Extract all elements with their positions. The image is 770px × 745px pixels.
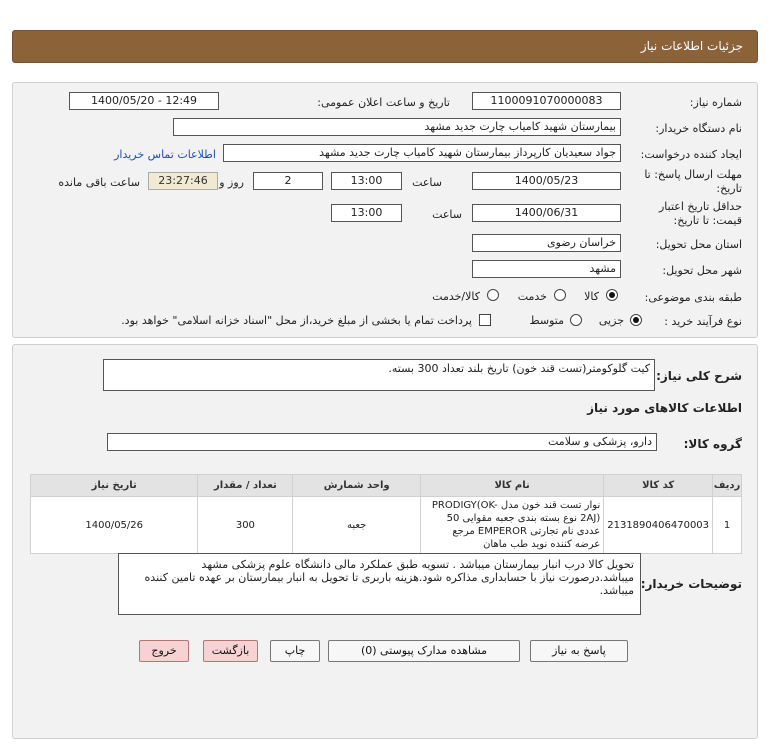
- category-service-radio[interactable]: [554, 289, 566, 301]
- creator-field: جواد سعیدیان کارپرداز بیمارستان شهید کامیاب چارت جدید مشهد: [223, 144, 621, 162]
- reply-button[interactable]: پاسخ به نیاز: [530, 640, 628, 662]
- treasury-payment-note: پرداخت تمام یا بخشی از مبلغ خرید،از محل "اسناد خزانه اسلامی" خواهد بود.: [121, 314, 472, 327]
- col-unit: واحد شمارش: [293, 475, 421, 497]
- print-button[interactable]: چاپ: [270, 640, 320, 662]
- process-medium-label: متوسط: [529, 314, 564, 327]
- attachments-button[interactable]: مشاهده مدارک پیوستی (0): [328, 640, 520, 662]
- remaining-label: ساعت باقی مانده: [58, 176, 140, 189]
- deadline-label-1: مهلت ارسال پاسخ: تا: [644, 168, 742, 181]
- category-goods-service-label: کالا/خدمت: [432, 290, 480, 303]
- category-label: طبقه بندی موضوعی:: [644, 291, 742, 304]
- goods-table-header: [31, 475, 742, 497]
- buyer-field: بیمارستان شهید کامیاب چارت جدید مشهد: [173, 118, 621, 136]
- back-button[interactable]: بازگشت: [203, 640, 258, 662]
- validity-time-field: 13:00: [331, 204, 402, 222]
- category-goods-radio[interactable]: [606, 289, 618, 301]
- page-title: جزئیات اطلاعات نیاز: [640, 39, 743, 53]
- city-field: مشهد: [472, 260, 621, 278]
- summary-label: شرح کلی نیاز:: [656, 369, 742, 383]
- process-minor-label: جزیی: [598, 314, 624, 327]
- need-number-field: 1100091070000083: [472, 92, 621, 110]
- exit-button[interactable]: خروج: [139, 640, 189, 662]
- col-qty: تعداد / مقدار: [198, 475, 293, 497]
- col-date: تاریخ نیاز: [31, 475, 198, 497]
- announce-label: تاریخ و ساعت اعلان عمومی:: [317, 96, 450, 109]
- city-label: شهر محل تحویل:: [662, 264, 742, 277]
- validity-time-label: ساعت: [432, 208, 462, 221]
- summary-field: کیت گلوکومتر(تست قند خون) تاریخ بلند تعداد 300 بسته.: [103, 359, 655, 391]
- province-label: استان محل تحویل:: [655, 238, 742, 251]
- cell-date: 1400/05/26: [31, 497, 198, 554]
- group-label: گروه کالا:: [683, 437, 742, 451]
- process-label: نوع فرآیند خرید :: [664, 315, 742, 328]
- province-field: خراسان رضوی: [472, 234, 621, 252]
- deadline-date-field: 1400/05/23: [472, 172, 621, 190]
- cell-qty: 300: [198, 497, 293, 554]
- days-label: روز و: [219, 176, 244, 189]
- category-goods-service-radio[interactable]: [487, 289, 499, 301]
- remaining-timer: 23:27:46: [148, 172, 218, 190]
- table-row: [31, 497, 742, 554]
- creator-label: ایجاد کننده درخواست:: [640, 148, 742, 161]
- cell-name: نوار تست قند خون مدل PRODIGY(OK-2AJ) نوع بسته بندی جعبه مقوایی 50 عددی نام تجارتی EMPEROR مرجع عرضه کننده نوید طب ماهان: [420, 497, 603, 554]
- page-header: [12, 30, 758, 63]
- category-goods-label: کالا: [584, 290, 599, 303]
- process-medium-radio[interactable]: [570, 314, 582, 326]
- cell-code: 2131890406470003: [604, 497, 713, 554]
- buyer-notes-label: توضیحات خریدار:: [640, 577, 742, 591]
- buyer-label: نام دستگاه خریدار:: [655, 122, 742, 135]
- deadline-time-label: ساعت: [412, 176, 442, 189]
- buyer-contact-link[interactable]: اطلاعات تماس خریدار: [114, 148, 216, 161]
- process-minor-radio[interactable]: [630, 314, 642, 326]
- validity-label-2: قیمت: تا تاریخ:: [673, 214, 742, 227]
- buyer-notes-field: تحویل کالا درب انبار بیمارستان میباشد . تسویه طبق عملکرد مالی دانشگاه علوم پزشکی مشهد میباشد.درصورت نیاز با حسابداری مذاکره شود.هزینه باربری تا تحویل به انبار بیمارستان بر عهده تامین کننده میباشد.: [118, 553, 641, 615]
- need-number-label: شماره نیاز:: [689, 96, 742, 109]
- col-name: نام کالا: [420, 475, 603, 497]
- goods-info-title: اطلاعات کالاهای مورد نیاز: [587, 401, 742, 415]
- cell-row: 1: [713, 497, 742, 554]
- goods-table: [30, 474, 742, 554]
- deadline-label-2: تاریخ:: [716, 182, 742, 195]
- col-row: ردیف: [713, 475, 742, 497]
- validity-label-1: حداقل تاریخ اعتبار: [658, 200, 742, 213]
- treasury-payment-checkbox[interactable]: [479, 314, 491, 326]
- cell-unit: جعبه: [293, 497, 421, 554]
- deadline-time-field: 13:00: [331, 172, 402, 190]
- col-code: کد کالا: [604, 475, 713, 497]
- category-service-label: خدمت: [517, 290, 547, 303]
- announce-field: 1400/05/20 - 12:49: [69, 92, 219, 110]
- days-field: 2: [253, 172, 323, 190]
- validity-date-field: 1400/06/31: [472, 204, 621, 222]
- group-field: دارو، پزشکی و سلامت: [107, 433, 657, 451]
